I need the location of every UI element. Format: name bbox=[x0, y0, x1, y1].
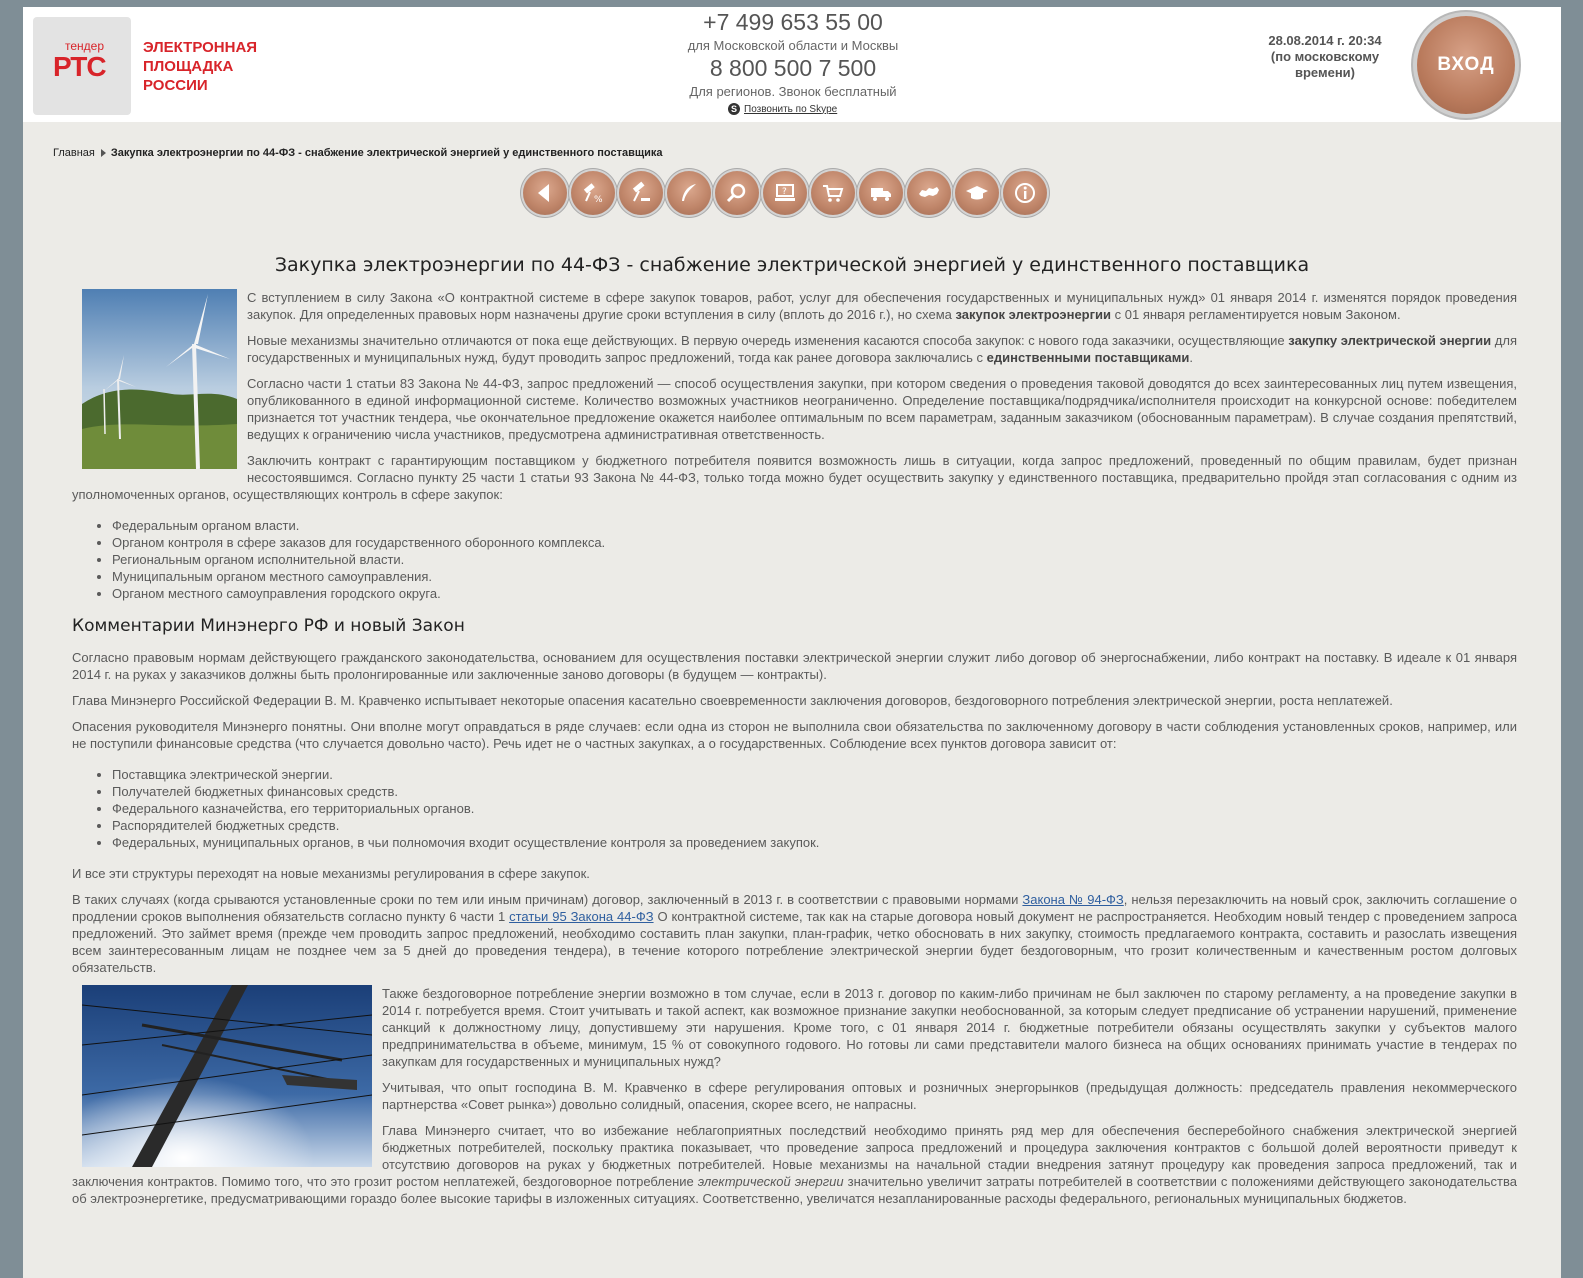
info-icon[interactable] bbox=[1003, 171, 1047, 215]
auction-percent-icon[interactable] bbox=[571, 171, 615, 215]
text-run: О контрактной системе, так как на старые договора новый документ не распространяется. Необходим новый тендер с проведением запроса предложений. Это займет время (прежде чем проводить запрос предложений, необходимо составить план закупки, план-график, четко обосновать в них закупку, стоимость предлагаемого контракта, составить и разослать извещения всем заинтересованным лицам не позднее чем за 5 дней до проведения тендера), в течение которого потребление электрической энергии будет бездоговорным, что грозит количественным и качественным ростом долговых обязательств. bbox=[72, 909, 1517, 975]
paragraph: И все эти структуры переходят на новые механизмы регулирования в сфере закупок. bbox=[72, 866, 590, 881]
login-button[interactable]: ВХОД bbox=[1417, 16, 1515, 114]
svg-text:?: ? bbox=[782, 187, 787, 197]
list-item: • Региональным органом исполнительной власти. bbox=[112, 551, 1517, 568]
section-heading: Комментарии Минэнерго РФ и новый Закон bbox=[72, 616, 465, 636]
page bbox=[23, 7, 1561, 1278]
text-run-bold: закупок электроэнергии bbox=[955, 307, 1112, 322]
list-item: • Федеральным органом власти. bbox=[112, 517, 1517, 534]
phone-moscow: +7 499 653 55 00 bbox=[703, 9, 883, 35]
text-run-bold: закупку электрической энергии bbox=[1288, 333, 1492, 348]
phone-moscow-note: для Московской области и Москвы bbox=[687, 38, 899, 53]
text-run: , нельзя перезаключить на новый срок, заключить соглашение о продлении сроков выполнения обязательств согласно пункту 6 части 1 bbox=[72, 892, 1518, 924]
text-run: Глава Минэнерго считает, что во избежание неблагоприятных последствий необходимо принять ряд мер для обеспечения бесперебойного снабжения электрической энергией бюджетных потребителей, поскольку практика показывает, что проведение запроса предложений и процедура заключения контрактов с большой долей вероятности приведут к отсутствию договоров на руках у бюджетных потребителей. Новые механизмы на начальной стадии внедрения затянут процедуру как проведения запроса предложений, так и заключения контрактов. Помимо того, что это грозит ростом неплатежей, бездоговорное потребление bbox=[72, 1123, 1517, 1189]
text-run: для государственных и муниципальных нужд, будут проводить запрос предложений, тогда как ранее договора заключались с bbox=[247, 333, 1517, 365]
text-run: значительно увеличит затраты потребителей в соответствии с положениями действующего законодательства об электроэнергетике, предусматривающими гораздо более высокие тарифы в изложенных ситуациях. Соответственно, увеличатся незапланированные расходы федерального, региональных муниципальных бюджетов. bbox=[72, 1174, 1518, 1206]
text-run-italic: электрической энергии bbox=[697, 1174, 844, 1189]
datetime-line: времени) bbox=[1294, 65, 1355, 80]
contract-parties-list bbox=[72, 766, 1517, 851]
logo-small-text: тендер bbox=[65, 39, 105, 53]
skype-link-label: Позвонить по Skype bbox=[744, 103, 838, 115]
text-run-bold: единственными поставщиками bbox=[986, 350, 1190, 365]
quill-icon[interactable] bbox=[667, 171, 711, 215]
logo-caption-line: ЭЛЕКТРОННАЯ bbox=[143, 39, 258, 56]
russia-map-icon[interactable] bbox=[907, 171, 951, 215]
breadcrumb-home[interactable]: Главная bbox=[53, 147, 95, 159]
list-item: • Федеральных, муниципальных органов, в чьи полномочия входит осуществление контроля за проведением закупок. bbox=[112, 834, 1517, 851]
logo-big-text: РТС bbox=[53, 51, 106, 82]
article-body bbox=[72, 289, 1517, 1216]
paragraph bbox=[72, 289, 1517, 323]
paragraph bbox=[72, 332, 1517, 366]
phone-regions-note: Для регионов. Звонок бесплатный bbox=[689, 84, 897, 99]
breadcrumb bbox=[53, 147, 663, 159]
list-item: • Получателей бюджетных финансовых средств. bbox=[112, 783, 1517, 800]
phone-regions: 8 800 500 7 500 bbox=[709, 55, 877, 81]
text-run: . bbox=[1189, 350, 1193, 365]
wind-turbines-image bbox=[82, 289, 237, 469]
server-datetime bbox=[1245, 33, 1405, 81]
paragraph: Также бездоговорное потребление энергии возможно в том случае, если в 2013 г. договор по каким-либо причинам не был заключен по старому регламенту, а на проведение закупки в 2014 г. потребуется время. Стоит учитывать и такой аспект, как возможное признание закупки необоснованной, за которым следует предписание об устранении нарушений, применение санкций к должностному лицу, допустившему эти нарушения. Кроме того, с 01 января 2014 г. бюджетные потребители обязаны осуществлять закупки у субъектов малого предпринимательства в объеме, минимум, 15 % от совокупного годового. Но готовы ли сами представители малого бизнеса на общих основаниях принимать участие в тендерах по закупкам для государственных и муниципальных нужд? bbox=[382, 986, 1517, 1069]
cart-icon[interactable] bbox=[811, 171, 855, 215]
paragraph: Опасения руководителя Минэнерго понятны. Они вполне могут оправдаться в ряде случаев: если одна из сторон не выполнила свои обязательства по заключенному договору в части соблюдения установленных сроков, например, или не поступили финансовые средства (что случается довольно часто). Речь идет не о частных закупках, а о государственных. Соблюдение всех пунктов договора зависит от: bbox=[72, 719, 1517, 751]
text-run: с 01 января регламентируется новым Законом. bbox=[1111, 307, 1401, 322]
section-icon-bar bbox=[523, 171, 1047, 215]
text-run: В таких случаях (когда срываются установленные сроки по тем или иным причинам) договор, заключенный в 2013 г. в соответствии с правовыми нормами bbox=[72, 892, 1023, 907]
svg-text:%: % bbox=[594, 195, 603, 205]
power-pole-image bbox=[82, 985, 372, 1167]
logo-caption-line: ПЛОЩАДКА bbox=[143, 58, 234, 75]
list-item: • Поставщика электрической энергии. bbox=[112, 766, 1517, 783]
list-item: • Федерального казначейства, его территориальных органов. bbox=[112, 800, 1517, 817]
list-item: • Распорядителей бюджетных средств. bbox=[112, 817, 1517, 834]
oversight-bodies-list bbox=[72, 517, 1517, 602]
logo[interactable] bbox=[33, 17, 131, 115]
header bbox=[23, 7, 1561, 122]
paragraph bbox=[72, 891, 1517, 976]
skype-icon: S bbox=[728, 103, 740, 115]
paragraph: Согласно части 1 статьи 83 Закона № 44-ФЗ, запрос предложений — способ осуществления закупки, при котором сведения о проведения таковой доводятся до всех заинтересованных лиц путем извещения, опубликованного в единой информационной системе. Количество возможных участников неограниченно. Определение поставщика/подрядчика/исполнителя происходит на конкурсной основе: победителем признается тот участник тендера, чье окончательное предложение окажется наиболее оптимальным по всем параметрам, заданным заказчиком (обоснованным параметрам). В случае создания препятствий, ведущих к ограничению числа участников, предусмотрена административная ответственность. bbox=[247, 376, 1517, 442]
paragraph: Учитывая, что опыт господина В. М. Кравченко в сфере регулирования оптовых и розничных энергорынков (предыдущая должность: председатель правления некоммерческого партнерства «Совет рынка») довольно солидный, опасения, скорее всего, не напрасны. bbox=[382, 1080, 1517, 1112]
hammer-icon[interactable] bbox=[619, 171, 663, 215]
article-95-44-fz-link[interactable]: статьи 95 Закона 44-ФЗ bbox=[509, 909, 654, 924]
graduation-cap-icon[interactable] bbox=[955, 171, 999, 215]
logo-caption-line: РОССИИ bbox=[143, 77, 208, 94]
datetime-line: 28.08.2014 г. 20:34 bbox=[1268, 33, 1382, 48]
paragraph: Согласно правовым нормам действующего гражданского законодательства, основанием для осуществления поставки электрической энергии служит либо договор об энергоснабжении, либо контракт на поставку. В идеале к 01 января 2014 г. на руках у заказчиков должны быть пролонгированные или заключенные заново договоры (в будущем — контракты). bbox=[72, 650, 1517, 682]
breadcrumb-separator-icon bbox=[101, 149, 106, 157]
truck-icon[interactable] bbox=[859, 171, 903, 215]
skype-call-link[interactable] bbox=[728, 103, 837, 115]
text-run: Новые механизмы значительно отличаются от пока еще действующих. В первую очередь изменения касаются способа закупок: с нового года заказчики, осуществляющие bbox=[247, 333, 1289, 348]
back-icon[interactable] bbox=[523, 171, 567, 215]
paragraph: Глава Минэнерго Российской Федерации В. М. Кравченко испытывает некоторые опасения касательно своевременности заключения договоров, бездоговорного потребления электрической энергии, роста неплатежей. bbox=[72, 693, 1393, 708]
paragraph: Заключить контракт с гарантирующим поставщиком у бюджетного потребителя появится возможность лишь в ситуации, когда запрос предложений, проведенный по общим правилам, будет признан несостоявшимся. Согласно пункту 25 части 1 статьи 93 Закона № 44-ФЗ, только тогда можно будет осуществить закупку у единственного поставщика, предварительно пройдя этап согласования с одним из уполномоченных органов, осуществляющих контроль в сфере закупок: bbox=[72, 453, 1517, 502]
list-item: • Органом контроля в сфере заказов для государственного оборонного комплекса. bbox=[112, 534, 1517, 551]
list-item: • Муниципальным органом местного самоуправления. bbox=[112, 568, 1517, 585]
breadcrumb-current: Закупка электроэнергии по 44-ФЗ - снабжение электрической энергией у единственного поставщика bbox=[110, 147, 663, 159]
page-title: Закупка электроэнергии по 44-ФЗ - снабжение электрической энергией у единственного поставщика bbox=[274, 254, 1310, 276]
logo-caption bbox=[143, 38, 283, 95]
monitor-question-icon[interactable] bbox=[763, 171, 807, 215]
list-item: • Органом местного самоуправления городского округа. bbox=[112, 585, 1517, 602]
datetime-line: (по московскому bbox=[1270, 49, 1380, 64]
text-run: С вступлением в силу Закона «О контрактной системе в сфере закупок товаров, работ, услуг для обеспечения государственных и муниципальных нужд» 01 января 2014 г. изменятся порядок проведения закупок. Для определенных правовых норм назначены другие сроки вступления в силу (вплоть до 2016 г.), но схема bbox=[247, 290, 1517, 322]
search-icon[interactable] bbox=[715, 171, 759, 215]
law-94-fz-link[interactable]: Закона № 94-ФЗ bbox=[1022, 892, 1124, 907]
